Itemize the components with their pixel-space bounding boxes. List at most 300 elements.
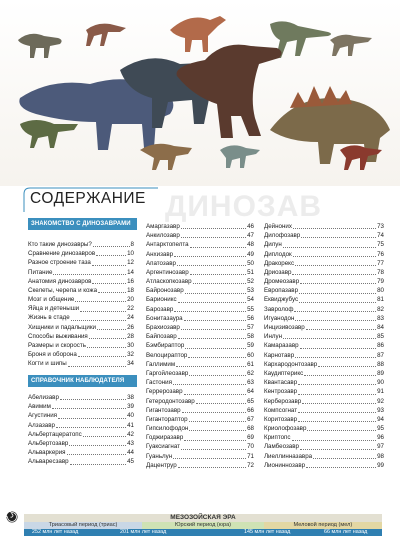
entry-page: 34 bbox=[127, 360, 134, 368]
entry-page: 64 bbox=[247, 388, 254, 396]
entry-title: Завролоф bbox=[264, 305, 294, 313]
entry-page: 71 bbox=[247, 452, 254, 460]
toc-entry[interactable] bbox=[146, 360, 254, 369]
toc-entry[interactable] bbox=[146, 250, 254, 259]
entry-title: Альбертозавр bbox=[28, 439, 69, 447]
entry-page: 78 bbox=[377, 268, 384, 276]
entry-page: 74 bbox=[377, 232, 384, 240]
toc-entry[interactable] bbox=[146, 314, 254, 323]
dot-leader bbox=[58, 418, 126, 419]
dot-leader bbox=[293, 228, 376, 229]
toc-entry[interactable] bbox=[146, 415, 254, 424]
dot-leader bbox=[188, 357, 246, 358]
toc-entry[interactable] bbox=[28, 411, 134, 420]
toc-entry[interactable] bbox=[264, 222, 384, 231]
dot-leader bbox=[298, 394, 376, 395]
entry-title: Способы выживания bbox=[28, 332, 88, 340]
entry-title: Барозавр bbox=[146, 305, 174, 313]
entry-title: Гипсилофодон bbox=[146, 425, 189, 433]
dot-leader bbox=[189, 375, 246, 376]
entry-page: 22 bbox=[127, 305, 134, 313]
entry-title: Гетеродонтозавр bbox=[146, 397, 195, 405]
entry-page: 84 bbox=[377, 324, 384, 332]
entry-page: 88 bbox=[377, 360, 384, 368]
entry-page: 20 bbox=[127, 296, 134, 304]
dot-leader bbox=[295, 357, 376, 358]
toc-entry[interactable] bbox=[146, 387, 254, 396]
entry-page: 59 bbox=[247, 342, 254, 350]
entry-title: Карнотавр bbox=[264, 351, 295, 359]
entry-title: Гастония bbox=[146, 379, 172, 387]
entry-page: 80 bbox=[377, 287, 384, 295]
entry-title: Когти и шипы bbox=[28, 360, 67, 368]
toc-entry[interactable] bbox=[146, 277, 254, 286]
entry-title: Керберозавр bbox=[264, 397, 302, 405]
toc-entry[interactable] bbox=[264, 387, 384, 396]
entry-title: Байронозавр bbox=[146, 287, 184, 295]
entry-title: Байпозавр bbox=[146, 333, 177, 341]
dot-leader bbox=[304, 375, 376, 376]
entry-title: Бонитазаура bbox=[146, 314, 183, 322]
entry-title: Бэмбираптор bbox=[146, 342, 185, 350]
entry-page: 16 bbox=[127, 277, 134, 285]
toc-entry[interactable] bbox=[264, 360, 384, 369]
entry-title: Питание bbox=[28, 268, 53, 276]
entry-page: 87 bbox=[377, 351, 384, 359]
toc-entry[interactable] bbox=[264, 332, 384, 341]
entry-title: Коритозавр bbox=[264, 415, 298, 423]
dot-leader bbox=[92, 265, 126, 266]
toc-entry[interactable] bbox=[264, 231, 384, 240]
toc-entry[interactable] bbox=[146, 222, 254, 231]
entry-title: Альваресзавр bbox=[28, 458, 69, 466]
entry-title: Разное строение таза bbox=[28, 259, 91, 267]
dot-leader bbox=[299, 302, 376, 303]
entry-title: Атласкопкозавр bbox=[146, 278, 192, 286]
dinosaur-illustration bbox=[0, 0, 400, 186]
toc-entry[interactable] bbox=[28, 277, 134, 286]
entry-title: Велоцираптор bbox=[146, 351, 188, 359]
toc-entry[interactable] bbox=[264, 433, 384, 442]
entry-page: 82 bbox=[377, 305, 384, 313]
toc-entry[interactable] bbox=[146, 461, 254, 470]
dot-leader bbox=[184, 440, 246, 441]
entry-title: Дилун bbox=[264, 241, 282, 249]
entry-page: 49 bbox=[247, 250, 254, 258]
toc-entry[interactable] bbox=[146, 332, 254, 341]
entry-title: Брахиозавр bbox=[146, 324, 180, 332]
entry-title: Ламбеозавр bbox=[264, 443, 299, 451]
entry-page: 75 bbox=[377, 241, 384, 249]
entry-title: Анкилозавр bbox=[146, 232, 180, 240]
entry-title: Криптопс bbox=[264, 434, 291, 442]
dot-leader bbox=[80, 311, 126, 312]
entry-page: 95 bbox=[377, 425, 384, 433]
toc-entry[interactable] bbox=[146, 406, 254, 415]
dot-leader bbox=[97, 329, 126, 330]
toc-entry[interactable] bbox=[146, 259, 254, 268]
dot-leader bbox=[98, 292, 126, 293]
entry-page: 28 bbox=[127, 332, 134, 340]
toc-entry[interactable] bbox=[146, 424, 254, 433]
toc-guide-list bbox=[28, 393, 134, 467]
dot-leader bbox=[190, 274, 246, 275]
dot-leader bbox=[306, 467, 376, 468]
entry-title: Антарктопелта bbox=[146, 241, 189, 249]
entry-page: 72 bbox=[247, 461, 254, 469]
entry-title: Годжиразавр bbox=[146, 434, 184, 442]
toc-entry[interactable] bbox=[28, 286, 134, 295]
entry-title: Гуаксиагнат bbox=[146, 443, 180, 451]
toc-entry[interactable] bbox=[28, 421, 134, 430]
entry-title: Абелизавр bbox=[28, 393, 59, 401]
page-title: СОДЕРЖАНИЕ bbox=[30, 190, 146, 207]
entry-title: Дромеозавр bbox=[264, 278, 300, 286]
dot-leader bbox=[181, 449, 246, 450]
entry-page: 99 bbox=[377, 461, 384, 469]
toc-entry[interactable] bbox=[146, 433, 254, 442]
entry-page: 93 bbox=[377, 406, 384, 414]
toc-entry[interactable] bbox=[146, 443, 254, 452]
entry-title: Хищники и падальщики bbox=[28, 323, 96, 331]
dot-leader bbox=[283, 338, 376, 339]
dot-leader bbox=[83, 436, 126, 437]
entry-title: Каудиптерикс bbox=[264, 369, 304, 377]
toc-entry[interactable] bbox=[28, 258, 134, 267]
dot-leader bbox=[181, 329, 246, 330]
entry-title: Камаразавр bbox=[264, 342, 299, 350]
tick-label: 66 млн лет назад bbox=[324, 529, 368, 535]
entry-title: Криолофозавр bbox=[264, 425, 307, 433]
toc-entry[interactable] bbox=[264, 351, 384, 360]
dot-leader bbox=[301, 237, 376, 238]
entry-page: 56 bbox=[247, 314, 254, 322]
dot-leader bbox=[89, 338, 126, 339]
dot-leader bbox=[178, 338, 246, 339]
entry-title: Лиониннозавр bbox=[264, 461, 306, 469]
entry-page: 92 bbox=[377, 397, 384, 405]
entry-page: 32 bbox=[127, 351, 134, 359]
toc-entry[interactable] bbox=[264, 286, 384, 295]
toc-entry[interactable] bbox=[146, 341, 254, 350]
toc-entry[interactable] bbox=[146, 378, 254, 387]
dot-leader bbox=[96, 255, 126, 256]
period-cretaceous: Меловой период (мел) bbox=[264, 522, 382, 529]
toc-entry[interactable] bbox=[264, 406, 384, 415]
entry-page: 42 bbox=[127, 430, 134, 438]
dot-leader bbox=[173, 384, 246, 385]
toc-entry[interactable] bbox=[28, 341, 134, 350]
entry-page: 98 bbox=[377, 452, 384, 460]
toc-entry[interactable] bbox=[264, 461, 384, 470]
entry-page: 69 bbox=[247, 434, 254, 442]
entry-page: 53 bbox=[247, 287, 254, 295]
entry-title: Гигантозавр bbox=[146, 406, 181, 414]
toc-entry[interactable] bbox=[264, 268, 384, 277]
entry-page: 65 bbox=[247, 397, 254, 405]
entry-title: Галлимим bbox=[146, 360, 176, 368]
entry-page: 38 bbox=[127, 393, 134, 401]
entry-page: 73 bbox=[377, 222, 384, 230]
entry-page: 58 bbox=[247, 333, 254, 341]
toc-entry[interactable] bbox=[28, 457, 134, 466]
entry-title: Дриозавр bbox=[264, 268, 292, 276]
dot-leader bbox=[184, 394, 247, 395]
dot-leader bbox=[92, 283, 126, 284]
tick-label: 201 млн лет назад bbox=[120, 529, 167, 535]
dot-leader bbox=[69, 445, 126, 446]
entry-title: Квантасавр bbox=[264, 379, 298, 387]
entry-title: Альваркерия bbox=[28, 449, 66, 457]
dot-leader bbox=[189, 421, 247, 422]
dot-leader bbox=[75, 301, 126, 302]
dot-leader bbox=[302, 403, 376, 404]
dot-leader bbox=[292, 274, 376, 275]
entry-title: Игуанодон bbox=[264, 314, 295, 322]
dot-leader bbox=[313, 458, 376, 459]
entry-title: Гуаньлун bbox=[146, 452, 173, 460]
toc-entry[interactable] bbox=[28, 402, 134, 411]
toc-entry[interactable] bbox=[28, 314, 134, 323]
toc-entry[interactable] bbox=[264, 424, 384, 433]
toc-entry[interactable] bbox=[264, 341, 384, 350]
toc-entry[interactable] bbox=[28, 350, 134, 359]
entry-title: Еквиджубус bbox=[264, 296, 299, 304]
entry-page: 96 bbox=[377, 434, 384, 442]
entry-page: 66 bbox=[247, 406, 254, 414]
toc-entry[interactable] bbox=[264, 415, 384, 424]
entry-title: Аргентинозавр bbox=[146, 268, 189, 276]
entry-page: 14 bbox=[127, 268, 134, 276]
dot-leader bbox=[60, 399, 126, 400]
toc-entry[interactable] bbox=[28, 439, 134, 448]
dot-leader bbox=[177, 265, 246, 266]
entry-page: 43 bbox=[127, 439, 134, 447]
period-jurassic: Юрский период (юра) bbox=[142, 522, 264, 529]
entry-title: Диплодок bbox=[264, 250, 292, 258]
toc-entry[interactable] bbox=[28, 249, 134, 258]
entry-page: 67 bbox=[247, 415, 254, 423]
toc-entry[interactable] bbox=[28, 268, 134, 277]
entry-page: 30 bbox=[127, 342, 134, 350]
entry-title: Дацентрур bbox=[146, 461, 177, 469]
toc-entry[interactable] bbox=[146, 351, 254, 360]
dot-leader bbox=[53, 274, 126, 275]
toc-entry[interactable] bbox=[146, 296, 254, 305]
entry-page: 68 bbox=[247, 425, 254, 433]
entry-title: Дракорекс bbox=[264, 259, 295, 267]
dot-leader bbox=[298, 412, 376, 413]
toc-entry[interactable] bbox=[264, 397, 384, 406]
entry-page: 44 bbox=[127, 449, 134, 457]
entry-page: 47 bbox=[247, 232, 254, 240]
entry-title: Дейноних bbox=[264, 222, 292, 230]
dot-leader bbox=[318, 366, 376, 367]
entry-page: 10 bbox=[127, 250, 134, 258]
background-title-word: ДИНОЗАВ bbox=[165, 190, 323, 223]
toc-entry[interactable] bbox=[28, 430, 134, 439]
dot-leader bbox=[190, 247, 247, 248]
entry-page: 55 bbox=[247, 305, 254, 313]
entry-title: Геррерозавр bbox=[146, 388, 183, 396]
dot-leader bbox=[193, 283, 247, 284]
entry-page: 18 bbox=[127, 286, 134, 294]
toc-entry[interactable] bbox=[264, 250, 384, 259]
entry-page: 54 bbox=[247, 296, 254, 304]
dot-leader bbox=[93, 246, 130, 247]
era-label: МЕЗОЗОЙСКАЯ ЭРА bbox=[24, 514, 382, 522]
dot-leader bbox=[196, 403, 246, 404]
dot-leader bbox=[178, 467, 246, 468]
dot-leader bbox=[68, 366, 126, 367]
dot-leader bbox=[184, 320, 246, 321]
entry-title: Компсогнат bbox=[264, 406, 298, 414]
ammonite-icon bbox=[6, 511, 18, 523]
entry-title: Броня и оборона bbox=[28, 351, 77, 359]
entry-title: Анатомия динозавров bbox=[28, 277, 92, 285]
toc-entry[interactable] bbox=[146, 268, 254, 277]
toc-column-2 bbox=[146, 222, 254, 470]
dot-leader bbox=[295, 265, 376, 266]
entry-page: 46 bbox=[247, 222, 254, 230]
toc-entry[interactable] bbox=[264, 305, 384, 314]
toc-entry[interactable] bbox=[28, 304, 134, 313]
entry-title: Апатозавр bbox=[146, 259, 176, 267]
toc-entry[interactable] bbox=[264, 259, 384, 268]
entry-title: Размеры и скорость bbox=[28, 342, 86, 350]
toc-entry[interactable] bbox=[264, 452, 384, 461]
entry-title: Скелеты, черепа и кожа bbox=[28, 286, 98, 294]
entry-page: 61 bbox=[247, 360, 254, 368]
toc-entry[interactable] bbox=[28, 332, 134, 341]
dot-leader bbox=[307, 430, 376, 431]
section-header-guide: СПРАВОЧНИК НАБЛЮДАТЕЛЯ bbox=[28, 375, 137, 387]
dot-leader bbox=[299, 293, 376, 294]
section-header-intro: ЗНАКОМСТВО С ДИНОЗАВРАМИ bbox=[28, 218, 137, 230]
dot-leader bbox=[298, 421, 376, 422]
entry-page: 63 bbox=[247, 379, 254, 387]
dot-leader bbox=[56, 427, 126, 428]
toc-entry[interactable] bbox=[264, 240, 384, 249]
dot-leader bbox=[295, 320, 376, 321]
dot-leader bbox=[300, 283, 376, 284]
entry-title: Гиганторaптор bbox=[146, 415, 188, 423]
entry-title: Кархародонтозавр bbox=[264, 360, 318, 368]
entry-title: Агустиния bbox=[28, 412, 58, 420]
toc-entry[interactable] bbox=[28, 359, 134, 368]
dot-leader bbox=[185, 293, 246, 294]
dot-leader bbox=[67, 454, 127, 455]
toc-intro-list bbox=[28, 240, 134, 369]
entry-page: 39 bbox=[127, 403, 134, 411]
toc-entry[interactable] bbox=[146, 452, 254, 461]
timeline-scale bbox=[24, 529, 382, 536]
toc-entry[interactable] bbox=[146, 231, 254, 240]
toc-column-3 bbox=[264, 222, 384, 470]
entry-page: 97 bbox=[377, 443, 384, 451]
dot-leader bbox=[87, 347, 126, 348]
toc-entry[interactable] bbox=[264, 314, 384, 323]
entry-page: 70 bbox=[247, 443, 254, 451]
dot-leader bbox=[174, 311, 246, 312]
toc-entry[interactable] bbox=[264, 277, 384, 286]
entry-title: Кто такие динозавры? bbox=[28, 240, 92, 248]
dot-leader bbox=[189, 430, 246, 431]
dot-leader bbox=[181, 228, 246, 229]
entry-title: Сравнение динозавров bbox=[28, 250, 96, 258]
entry-title: Лиеллинназавра bbox=[264, 452, 313, 460]
entry-title: Жизнь в стаде bbox=[28, 314, 70, 322]
dot-leader bbox=[292, 440, 377, 441]
toc-entry[interactable] bbox=[264, 443, 384, 452]
dot-leader bbox=[300, 348, 377, 349]
entry-page: 26 bbox=[127, 323, 134, 331]
dot-leader bbox=[178, 302, 247, 303]
toc-entry[interactable] bbox=[264, 378, 384, 387]
dot-leader bbox=[182, 412, 247, 413]
entry-page: 40 bbox=[127, 412, 134, 420]
entry-page: 62 bbox=[247, 369, 254, 377]
toc-entry[interactable] bbox=[146, 240, 254, 249]
dot-leader bbox=[283, 247, 376, 248]
entry-title: Дилофозавр bbox=[264, 232, 301, 240]
entry-page: 90 bbox=[377, 379, 384, 387]
entry-title: Авимим bbox=[28, 403, 51, 411]
dot-leader bbox=[71, 320, 126, 321]
dot-leader bbox=[78, 356, 126, 357]
entry-page: 86 bbox=[377, 342, 384, 350]
dot-leader bbox=[294, 311, 376, 312]
toc-entry[interactable] bbox=[146, 323, 254, 332]
entry-title: Европазавр bbox=[264, 287, 299, 295]
toc-entry[interactable] bbox=[28, 393, 134, 402]
toc-entry[interactable] bbox=[28, 240, 134, 249]
entry-page: 85 bbox=[377, 333, 384, 341]
toc-entry[interactable] bbox=[28, 323, 134, 332]
dinosaur-herd-image bbox=[0, 0, 400, 186]
toc-entry[interactable] bbox=[146, 397, 254, 406]
tick-label: 252 млн лет назад bbox=[32, 529, 79, 535]
entry-page: 83 bbox=[377, 314, 384, 322]
dot-leader bbox=[181, 237, 246, 238]
entry-page: 41 bbox=[127, 421, 134, 429]
entry-title: Анхизавр bbox=[146, 250, 174, 258]
dot-leader bbox=[300, 449, 376, 450]
toc-entry[interactable] bbox=[264, 323, 384, 332]
toc-entry[interactable] bbox=[146, 305, 254, 314]
toc-entry[interactable] bbox=[264, 369, 384, 378]
entry-page: 77 bbox=[377, 259, 384, 267]
entry-title: Альбертацератопс bbox=[28, 430, 82, 438]
entry-title: Кентрозавр bbox=[264, 388, 298, 396]
entry-page: 24 bbox=[127, 314, 134, 322]
entry-title: Инлун bbox=[264, 333, 282, 341]
toc-entry[interactable] bbox=[28, 448, 134, 457]
entry-page: 89 bbox=[377, 369, 384, 377]
entry-page: 76 bbox=[377, 250, 384, 258]
toc-entry[interactable] bbox=[28, 295, 134, 304]
dot-leader bbox=[185, 348, 246, 349]
entry-title: Алзазавр bbox=[28, 421, 55, 429]
periods-row bbox=[24, 522, 382, 529]
entry-title: Яйца и детеныши bbox=[28, 305, 80, 313]
toc-entry[interactable] bbox=[146, 369, 254, 378]
entry-page: 81 bbox=[377, 296, 384, 304]
entry-page: 8 bbox=[130, 240, 134, 248]
toc-entry[interactable] bbox=[146, 286, 254, 295]
toc-entry[interactable] bbox=[264, 296, 384, 305]
entry-page: 51 bbox=[247, 268, 254, 276]
